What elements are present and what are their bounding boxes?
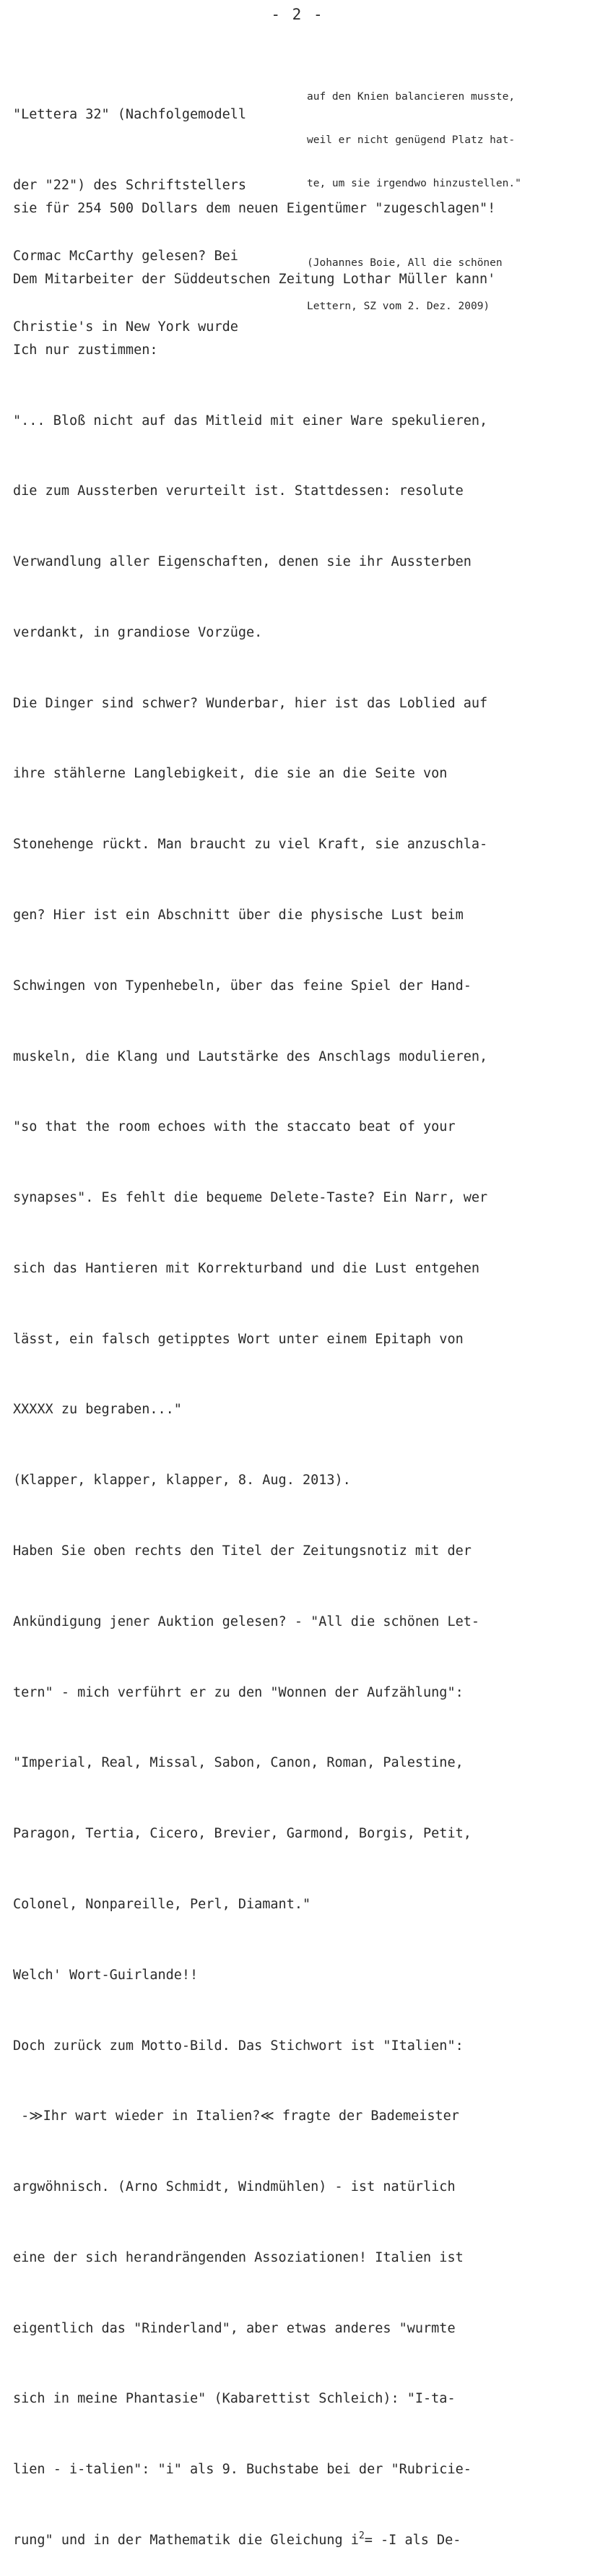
equation-text-rest: = -I als De- bbox=[364, 2532, 461, 2548]
body-line: Dem Mitarbeiter der Süddeutschen Zeitung Lothar Müller kann' bbox=[13, 271, 496, 287]
body-text bbox=[13, 150, 595, 2576]
body-line: argwöhnisch. (Arno Schmidt, Windmühlen) - ist natürlich bbox=[13, 2179, 456, 2195]
body-line: die zum Aussterben verurteilt ist. Stattdessen: resolute bbox=[13, 483, 464, 499]
body-line: Colonel, Nonpareille, Perl, Diamant." bbox=[13, 1896, 311, 1912]
citation-line: Lettern, SZ vom 2. Dez. 2009) bbox=[307, 301, 490, 312]
body-line: eigentlich das "Rinderland", aber etwas anderes "wurmte bbox=[13, 2320, 456, 2336]
body-line: "... Bloß nicht auf das Mitleid mit einer Ware spekulieren, bbox=[13, 413, 488, 428]
body-line: verdankt, in grandiose Vorzüge. bbox=[13, 624, 263, 640]
body-line: Stonehenge rückt. Man braucht zu viel Kraft, sie anzuschla- bbox=[13, 837, 488, 853]
page-number: - 2 - bbox=[271, 6, 324, 23]
body-line: Welch' Wort-Guirlande!! bbox=[13, 1967, 199, 1983]
body-line: Ankündigung jener Auktion gelesen? - "All die schönen Let- bbox=[13, 1614, 480, 1629]
body-line: Verwandlung aller Eigenschaften, denen sie ihr Aussterben bbox=[13, 554, 472, 570]
body-line: Haben Sie oben rechts den Titel der Zeitungsnotiz mit der bbox=[13, 1543, 472, 1559]
body-line: sich das Hantieren mit Korrekturband und die Lust entgehen bbox=[13, 1260, 480, 1276]
body-line: lässt, ein falsch getipptes Wort unter einem Epitaph von bbox=[13, 1331, 464, 1347]
superscript-exponent: 2 bbox=[358, 2530, 365, 2541]
body-line: ihre stählerne Langlebigkeit, die sie an die Seite von bbox=[13, 766, 448, 782]
body-line: gen? Hier ist ein Abschnitt über die physische Lust beim bbox=[13, 908, 464, 923]
body-line: sich in meine Phantasie" (Kabarettist Schleich): "I-ta- bbox=[13, 2391, 456, 2407]
quote-line: auf den Knien balancieren musste, bbox=[307, 91, 516, 103]
body-line: eine der sich herandrängenden Assoziationen! Italien ist bbox=[13, 2249, 464, 2265]
left-column-line: Cormac McCarthy gelesen? Bei bbox=[13, 248, 238, 264]
body-line: Schwingen von Typenhebeln, über das feine Spiel der Hand- bbox=[13, 978, 472, 994]
left-column-line: der "22") des Schriftstellers bbox=[13, 177, 247, 193]
body-line: tern" - mich verführt er zu den "Wonnen der Aufzählung": bbox=[13, 1684, 464, 1700]
body-line: -≫Ihr wart wieder in Italien?≪ fragte der Bademeister bbox=[13, 2108, 459, 2124]
body-line: "Imperial, Real, Missal, Sabon, Canon, Roman, Palestine, bbox=[13, 1755, 464, 1771]
body-line: synapses". Es fehlt die bequeme Delete-Taste? Ein Narr, wer bbox=[13, 1190, 488, 1206]
body-line: Paragon, Tertia, Cicero, Brevier, Garmond, Borgis, Petit, bbox=[13, 1826, 472, 1842]
quote-line: te, um sie irgendwo hinzustellen." bbox=[307, 178, 521, 189]
body-line: sie für 254 500 Dollars dem neuen Eigentümer "zugeschlagen"! bbox=[13, 201, 496, 217]
equation-text: rung" und in der Mathematik die Gleichung i bbox=[13, 2532, 359, 2548]
body-line: lien - i-talien": "i" als 9. Buchstabe bei der "Rubricie- bbox=[13, 2462, 472, 2478]
body-line: "so that the room echoes with the staccato beat of your bbox=[13, 1119, 456, 1135]
body-line: XXXXX zu begraben..." bbox=[13, 1402, 182, 1418]
body-line: Doch zurück zum Motto-Bild. Das Stichwort ist "Italien": bbox=[13, 2038, 464, 2054]
left-column-line: "Lettera 32" (Nachfolgemodell bbox=[13, 107, 247, 123]
citation-line: (Johannes Boie, All die schönen bbox=[307, 257, 503, 269]
left-column-line: Christie's in New York wurde bbox=[13, 319, 238, 335]
body-line: muskeln, die Klang und Lautstärke des Anschlags modulieren, bbox=[13, 1048, 488, 1064]
body-line: Ich nur zustimmen: bbox=[13, 342, 158, 358]
quote-line: weil er nicht genügend Platz hat- bbox=[307, 134, 516, 146]
body-line: Die Dinger sind schwer? Wunderbar, hier ist das Loblied auf bbox=[13, 695, 488, 711]
body-line-last bbox=[13, 2529, 595, 2553]
body-line: (Klapper, klapper, klapper, 8. Aug. 2013). bbox=[13, 1473, 351, 1489]
